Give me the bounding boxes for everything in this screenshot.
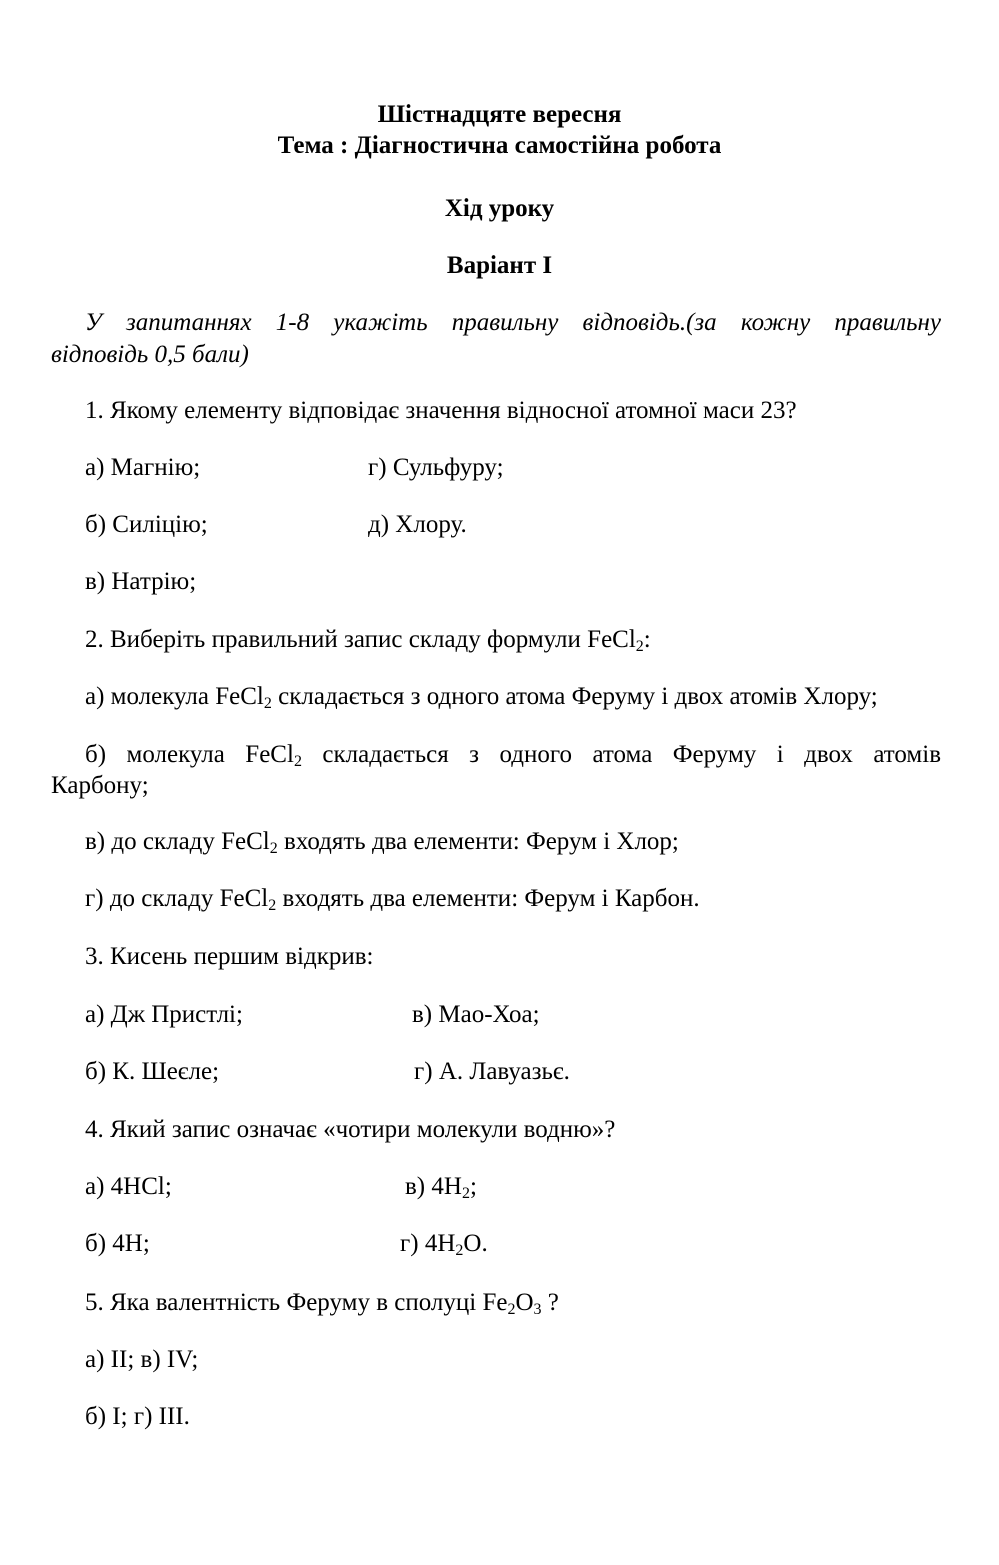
q1-option-d: д) Хлору. [368,511,467,538]
question-5 [85,1288,559,1318]
q2-formula-subscript: 2 [635,638,644,655]
question-4: 4. Який запис означає «чотири молекули водню»? [85,1116,616,1143]
q1-option-v: в) Натрію; [85,568,197,595]
q5-text-pre: 5. Яка валентність Феруму в сполуці Fe [85,1289,508,1316]
q4-option-b: б) 4H; [85,1230,150,1257]
q4-v-pre: в) 4H [405,1173,462,1200]
question-3: 3. Кисень першим відкрив: [85,943,374,970]
variant-heading: Варіант І [446,252,553,279]
q4-option-g [400,1229,488,1259]
q2-option-b-line-1 [85,740,941,770]
q2-g-subscript: 2 [268,897,277,914]
lesson-flow-heading: Хід уроку [444,195,555,222]
q2-v-post: входять два елементи: Ферум і Хлор; [277,828,679,855]
q2-option-b-line-2: Карбону; [51,772,149,799]
q3-option-b: б) К. Шеєле; [85,1058,220,1085]
q2-text-pre: 2. Виберіть правильний запис складу формули FeCl [85,626,636,653]
q1-option-b: б) Силіцію; [85,511,208,538]
q2-a-subscript: 2 [263,695,272,712]
q3-option-a: а) Дж Пристлі; [85,1001,243,1028]
q2-option-a [85,682,878,712]
q5-text-post: ? [541,1289,559,1316]
q2-g-post: входять два елементи: Ферум і Карбон. [276,885,700,912]
q2-v-subscript: 2 [269,840,278,857]
q4-v-subscript: 2 [461,1185,470,1202]
q4-g-pre: г) 4H [400,1230,456,1257]
instruction-line-1: У запитаннях 1-8 укажіть правильну відповідь.(за кожну правильну [85,309,941,336]
q3-option-v: в) Мао-Хоа; [412,1001,540,1028]
topic-heading: Тема : Діагностична самостійна робота [277,132,722,159]
q1-option-a: а) Магнію; [85,454,201,481]
q4-option-v [405,1172,477,1202]
q2-a-post: складається з одного атома Феруму і двох атомів Хлору; [271,683,878,710]
q5-subscript-1: 2 [507,1301,516,1318]
q2-option-g [85,884,700,914]
question-1: 1. Якому елементу відповідає значення відносної атомної маси 23? [85,397,797,424]
instruction-line-2: відповідь 0,5 бали) [51,341,249,368]
q4-g-subscript: 2 [455,1242,464,1259]
q4-option-a: а) 4HCl; [85,1173,172,1200]
q2-b-subscript: 2 [293,753,302,770]
q4-v-post: ; [469,1173,477,1200]
q5-options-row-1: а) II; в) IV; [85,1346,199,1373]
q2-g-pre: г) до складу FeCl [85,885,269,912]
q5-subscript-2: 3 [533,1301,542,1318]
q1-option-g: г) Сульфуру; [368,454,504,481]
q5-mid: O [515,1289,534,1316]
q4-g-post: O. [463,1230,488,1257]
q3-option-g: г) А. Лавуазьє. [414,1058,570,1085]
q2-b-post: складається з одного атома Феруму і двох атомів [301,741,941,768]
date-heading: Шістнадцяте вересня [377,101,622,128]
q2-b-pre: б) молекула FeCl [85,741,294,768]
q5-options-row-2: б) I; г) III. [85,1403,190,1430]
question-2 [85,625,651,655]
q2-a-pre: а) молекула FeCl [85,683,264,710]
q2-option-v [85,827,679,857]
q2-text-post: : [643,626,651,653]
q2-v-pre: в) до складу FeCl [85,828,270,855]
